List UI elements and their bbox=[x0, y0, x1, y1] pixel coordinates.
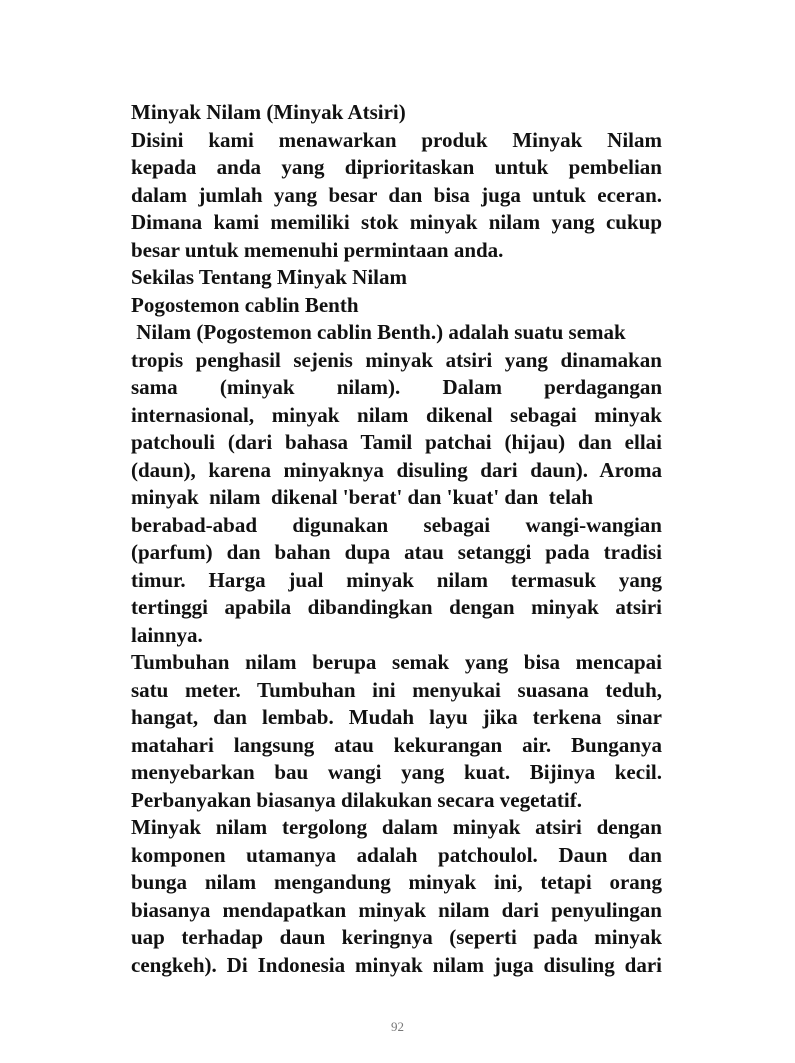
para2-line: hangat, dan lembab. Mudah layu jika terkena sinar bbox=[131, 705, 662, 729]
para3-line: bunga nilam mengandung minyak ini, tetapi orang bbox=[131, 870, 662, 894]
para1-line: timur. Harga jual minyak nilam termasuk yang bbox=[131, 567, 662, 592]
para1-line: (parfum) dan bahan dupa atau setanggi pada tradisi bbox=[131, 540, 662, 564]
para2-line: matahari langsung atau kekurangan air. Bunganya bbox=[131, 732, 662, 757]
para1-line: tertinggi apabila dibandingkan dengan minyak atsiri bbox=[131, 595, 662, 619]
para1-line: patchouli (dari bahasa Tamil patchai (hijau) dan ellai bbox=[131, 430, 662, 454]
page-number: 92 bbox=[391, 1019, 404, 1034]
para3-line: Minyak nilam tergolong dalam minyak atsiri dengan bbox=[131, 815, 662, 839]
species-name: Pogostemon cablin Benth bbox=[131, 292, 359, 317]
para3-line: biasanya mendapatkan minyak nilam dari penyulingan bbox=[131, 897, 662, 922]
para2-line: satu meter. Tumbuhan ini menyukai suasana teduh, bbox=[131, 677, 662, 702]
para1-line: sama (minyak nilam). Dalam perdagangan bbox=[131, 375, 662, 399]
intro-line: besar untuk memenuhi permintaan anda. bbox=[131, 237, 504, 262]
para1-line: Nilam (Pogostemon cablin Benth.) adalah suatu semak bbox=[131, 320, 626, 344]
subheading: Sekilas Tentang Minyak Nilam bbox=[131, 265, 407, 289]
para2-line: menyebarkan bau wangi yang kuat. Bijinya kecil. bbox=[131, 760, 662, 784]
para3-line: komponen utamanya adalah patchoulol. Daun dan bbox=[131, 842, 662, 867]
para1-line: internasional, minyak nilam dikenal sebagai minyak bbox=[131, 402, 662, 427]
para3-line: cengkeh). Di Indonesia minyak nilam juga disuling dari bbox=[131, 952, 662, 977]
para1-line: tropis penghasil sejenis minyak atsiri yang dinamakan bbox=[131, 347, 662, 372]
para2-line: Perbanyakan biasanya dilakukan secara vegetatif. bbox=[131, 787, 582, 812]
intro-line: Dimana kami memiliki stok minyak nilam yang cukup bbox=[131, 210, 662, 234]
para1-line: minyak nilam dikenal 'berat' dan 'kuat' dan telah bbox=[131, 485, 594, 509]
intro-line: Disini kami menawarkan produk Minyak Nilam bbox=[131, 127, 662, 152]
intro-line: kepada anda yang diprioritaskan untuk pembelian bbox=[131, 155, 662, 179]
para2-line: Tumbuhan nilam berupa semak yang bisa mencapai bbox=[131, 650, 662, 674]
intro-line: dalam jumlah yang besar dan bisa juga untuk eceran. bbox=[131, 182, 662, 207]
para1-line: lainnya. bbox=[131, 622, 203, 647]
heading: Minyak Nilam (Minyak Atsiri) bbox=[131, 100, 406, 124]
body-text bbox=[131, 99, 662, 979]
para1-line: berabad-abad digunakan sebagai wangi-wangian bbox=[131, 512, 662, 537]
para3-line: uap terhadap daun keringnya (seperti pada minyak bbox=[131, 925, 662, 949]
para1-line: (daun), karena minyaknya disuling dari daun). Aroma bbox=[131, 457, 662, 482]
